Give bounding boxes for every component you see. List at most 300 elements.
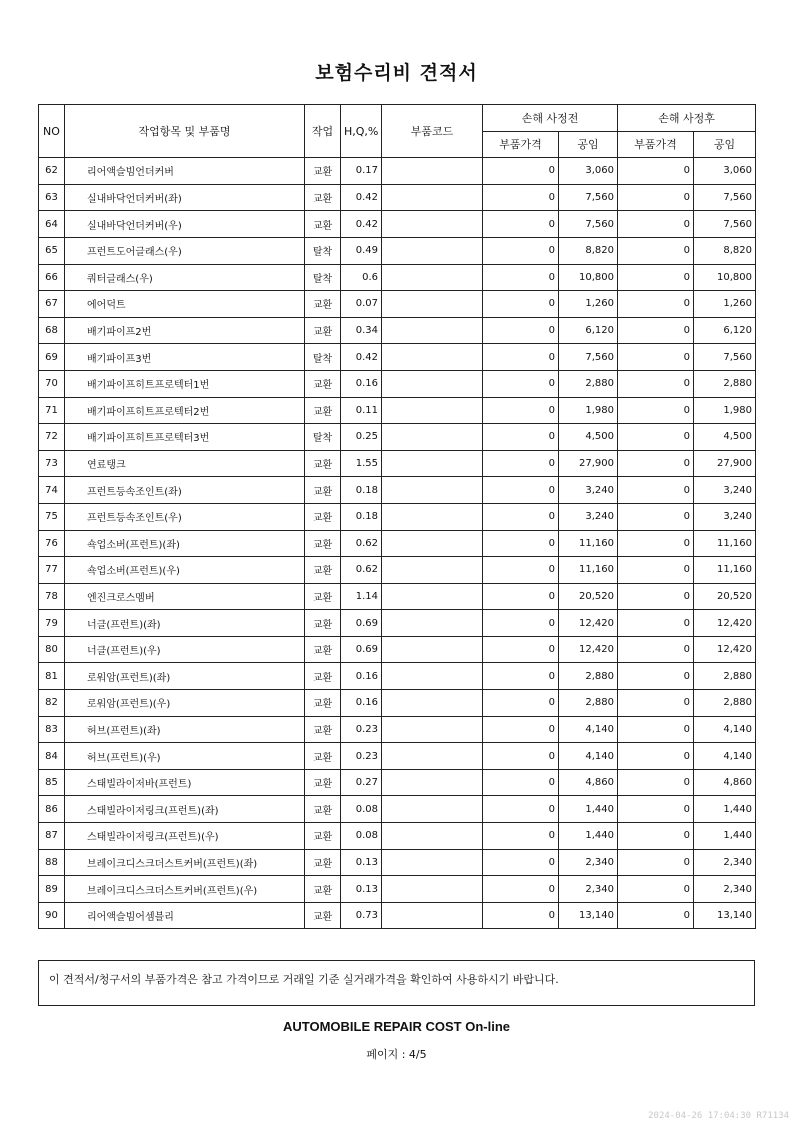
row-hq: 0.62: [341, 530, 382, 557]
row-no: 90: [39, 902, 65, 929]
row-part-code: [382, 849, 483, 876]
row-no: 67: [39, 291, 65, 318]
row-part-code: [382, 636, 483, 663]
header-hq: H,Q,%: [341, 105, 382, 158]
row-part-price-before: 0: [483, 769, 559, 796]
row-part-price-before: 0: [483, 743, 559, 770]
row-hq: 0.13: [341, 876, 382, 903]
row-labor-before: 2,340: [559, 876, 618, 903]
row-labor-after: 7,560: [694, 184, 756, 211]
row-part-price-before: 0: [483, 663, 559, 690]
row-hq: 0.08: [341, 823, 382, 850]
table-row: [39, 211, 756, 238]
row-part-code: [382, 450, 483, 477]
row-labor-after: 1,440: [694, 796, 756, 823]
row-part-price-before: 0: [483, 211, 559, 238]
table-row: [39, 397, 756, 424]
table-row: [39, 291, 756, 318]
row-labor-before: 12,420: [559, 636, 618, 663]
row-part-price-after: 0: [618, 663, 694, 690]
row-part-price-after: 0: [618, 849, 694, 876]
table-row: [39, 902, 756, 929]
header-part-price-before: 부품가격: [483, 131, 559, 158]
row-part-price-after: 0: [618, 796, 694, 823]
row-labor-after: 1,980: [694, 397, 756, 424]
row-item-name: 실내바닥언더커버(우): [65, 211, 305, 238]
row-labor-after: 6,120: [694, 317, 756, 344]
row-part-price-before: 0: [483, 849, 559, 876]
row-part-price-before: 0: [483, 902, 559, 929]
notice-box: [38, 960, 755, 1006]
row-hq: 0.16: [341, 690, 382, 717]
row-no: 80: [39, 636, 65, 663]
row-hq: 0.11: [341, 397, 382, 424]
row-part-price-before: 0: [483, 716, 559, 743]
row-work: 교환: [305, 291, 341, 318]
row-labor-after: 4,140: [694, 743, 756, 770]
row-work: 교환: [305, 370, 341, 397]
row-labor-after: 27,900: [694, 450, 756, 477]
row-part-price-after: 0: [618, 503, 694, 530]
row-part-price-after: 0: [618, 690, 694, 717]
row-labor-after: 7,560: [694, 344, 756, 371]
row-labor-before: 3,240: [559, 477, 618, 504]
header-before: 손해 사정전: [483, 105, 618, 132]
row-item-name: 배기파이프히트프로텍터2번: [65, 397, 305, 424]
row-no: 63: [39, 184, 65, 211]
row-part-code: [382, 158, 483, 185]
row-hq: 0.42: [341, 344, 382, 371]
row-labor-before: 4,860: [559, 769, 618, 796]
page-number: 페이지 : 4/5: [366, 1048, 427, 1061]
row-work: 교환: [305, 477, 341, 504]
row-work: 탈착: [305, 264, 341, 291]
row-work: 교환: [305, 796, 341, 823]
row-work: 교환: [305, 503, 341, 530]
row-work: 교환: [305, 397, 341, 424]
row-hq: 0.73: [341, 902, 382, 929]
row-labor-before: 7,560: [559, 184, 618, 211]
row-part-price-after: 0: [618, 557, 694, 584]
table-row: [39, 876, 756, 903]
row-work: 교환: [305, 716, 341, 743]
row-labor-before: 2,880: [559, 690, 618, 717]
row-part-price-after: 0: [618, 397, 694, 424]
row-part-price-before: 0: [483, 823, 559, 850]
row-item-name: 프런트도어글래스(우): [65, 237, 305, 264]
row-no: 69: [39, 344, 65, 371]
row-part-price-after: 0: [618, 370, 694, 397]
row-part-code: [382, 557, 483, 584]
row-labor-after: 13,140: [694, 902, 756, 929]
row-item-name: 로워암(프런트)(우): [65, 690, 305, 717]
row-item-name: 스태빌라이저바(프런트): [65, 769, 305, 796]
row-labor-before: 13,140: [559, 902, 618, 929]
row-hq: 0.18: [341, 477, 382, 504]
row-part-code: [382, 211, 483, 238]
row-labor-before: 12,420: [559, 610, 618, 637]
row-labor-after: 11,160: [694, 530, 756, 557]
row-work: 교환: [305, 450, 341, 477]
row-no: 89: [39, 876, 65, 903]
row-labor-before: 3,240: [559, 503, 618, 530]
row-labor-before: 20,520: [559, 583, 618, 610]
row-hq: 0.49: [341, 237, 382, 264]
row-work: 교환: [305, 663, 341, 690]
row-labor-after: 2,880: [694, 370, 756, 397]
header-part-price-after: 부품가격: [618, 131, 694, 158]
row-part-price-before: 0: [483, 450, 559, 477]
row-work: 교환: [305, 184, 341, 211]
table-row: [39, 264, 756, 291]
row-no: 66: [39, 264, 65, 291]
row-part-price-before: 0: [483, 184, 559, 211]
row-item-name: 실내바닥언더커버(좌): [65, 184, 305, 211]
row-no: 86: [39, 796, 65, 823]
row-part-price-before: 0: [483, 636, 559, 663]
row-item-name: 리어액슬빔어셈블리: [65, 902, 305, 929]
row-work: 교환: [305, 530, 341, 557]
row-part-price-before: 0: [483, 503, 559, 530]
header-labor-before: 공임: [559, 131, 618, 158]
row-labor-before: 7,560: [559, 344, 618, 371]
table-row: [39, 557, 756, 584]
row-labor-after: 8,820: [694, 237, 756, 264]
row-no: 82: [39, 690, 65, 717]
row-labor-after: 1,440: [694, 823, 756, 850]
row-part-code: [382, 796, 483, 823]
row-part-code: [382, 424, 483, 451]
row-part-price-before: 0: [483, 583, 559, 610]
row-item-name: 쇽업소버(프런트)(좌): [65, 530, 305, 557]
row-labor-after: 4,860: [694, 769, 756, 796]
row-work: 교환: [305, 158, 341, 185]
row-no: 78: [39, 583, 65, 610]
row-labor-after: 3,060: [694, 158, 756, 185]
table-row: [39, 344, 756, 371]
row-hq: 1.55: [341, 450, 382, 477]
row-work: 교환: [305, 769, 341, 796]
row-labor-after: 7,560: [694, 211, 756, 238]
table-row: [39, 237, 756, 264]
row-item-name: 스태빌라이저링크(프런트)(우): [65, 823, 305, 850]
table-row: [39, 769, 756, 796]
row-labor-before: 6,120: [559, 317, 618, 344]
row-item-name: 연료탱크: [65, 450, 305, 477]
row-part-price-before: 0: [483, 690, 559, 717]
table-row: [39, 849, 756, 876]
row-labor-before: 11,160: [559, 557, 618, 584]
row-part-code: [382, 769, 483, 796]
row-labor-before: 2,880: [559, 370, 618, 397]
table-row: [39, 450, 756, 477]
row-item-name: 프런트등속조인트(좌): [65, 477, 305, 504]
row-labor-before: 7,560: [559, 211, 618, 238]
row-hq: 0.13: [341, 849, 382, 876]
table-row: [39, 690, 756, 717]
row-labor-after: 12,420: [694, 610, 756, 637]
row-labor-before: 4,140: [559, 716, 618, 743]
row-item-name: 배기파이프3번: [65, 344, 305, 371]
row-item-name: 허브(프런트)(좌): [65, 716, 305, 743]
row-no: 85: [39, 769, 65, 796]
row-labor-before: 1,980: [559, 397, 618, 424]
row-labor-after: 3,240: [694, 503, 756, 530]
row-part-code: [382, 344, 483, 371]
row-no: 71: [39, 397, 65, 424]
row-labor-before: 1,260: [559, 291, 618, 318]
row-labor-before: 3,060: [559, 158, 618, 185]
row-part-code: [382, 264, 483, 291]
row-labor-after: 3,240: [694, 477, 756, 504]
row-part-code: [382, 743, 483, 770]
row-item-name: 엔진크로스멤버: [65, 583, 305, 610]
row-hq: 0.16: [341, 663, 382, 690]
row-part-code: [382, 530, 483, 557]
row-part-price-before: 0: [483, 397, 559, 424]
row-labor-after: 4,500: [694, 424, 756, 451]
row-no: 73: [39, 450, 65, 477]
row-part-code: [382, 716, 483, 743]
row-hq: 0.23: [341, 743, 382, 770]
row-part-price-before: 0: [483, 796, 559, 823]
row-part-price-before: 0: [483, 477, 559, 504]
row-work: 탈착: [305, 237, 341, 264]
row-labor-after: 10,800: [694, 264, 756, 291]
table-row: [39, 610, 756, 637]
row-no: 68: [39, 317, 65, 344]
row-no: 77: [39, 557, 65, 584]
row-part-code: [382, 237, 483, 264]
row-no: 74: [39, 477, 65, 504]
row-part-code: [382, 291, 483, 318]
row-hq: 0.23: [341, 716, 382, 743]
row-part-price-after: 0: [618, 450, 694, 477]
row-part-code: [382, 583, 483, 610]
row-hq: 0.69: [341, 610, 382, 637]
row-part-code: [382, 823, 483, 850]
row-item-name: 브레이크디스크더스트커버(프런트)(우): [65, 876, 305, 903]
row-hq: 0.17: [341, 158, 382, 185]
row-part-price-after: 0: [618, 530, 694, 557]
row-part-code: [382, 317, 483, 344]
row-part-price-before: 0: [483, 424, 559, 451]
row-labor-after: 11,160: [694, 557, 756, 584]
table-row: [39, 636, 756, 663]
row-no: 70: [39, 370, 65, 397]
row-item-name: 브레이크디스크더스트커버(프런트)(좌): [65, 849, 305, 876]
row-part-price-after: 0: [618, 184, 694, 211]
row-item-name: 로워암(프런트)(좌): [65, 663, 305, 690]
row-item-name: 쇽업소버(프런트)(우): [65, 557, 305, 584]
row-part-code: [382, 184, 483, 211]
row-part-price-before: 0: [483, 610, 559, 637]
row-work: 교환: [305, 317, 341, 344]
row-work: 교환: [305, 743, 341, 770]
row-part-price-before: 0: [483, 291, 559, 318]
row-part-price-before: 0: [483, 344, 559, 371]
row-hq: 0.16: [341, 370, 382, 397]
row-hq: 0.42: [341, 184, 382, 211]
row-work: 교환: [305, 583, 341, 610]
row-part-price-after: 0: [618, 317, 694, 344]
row-no: 75: [39, 503, 65, 530]
row-part-code: [382, 397, 483, 424]
row-work: 교환: [305, 636, 341, 663]
row-labor-before: 1,440: [559, 823, 618, 850]
row-part-code: [382, 876, 483, 903]
row-labor-before: 4,500: [559, 424, 618, 451]
row-item-name: 쿼터글래스(우): [65, 264, 305, 291]
row-no: 64: [39, 211, 65, 238]
row-part-price-after: 0: [618, 823, 694, 850]
table-row: [39, 424, 756, 451]
row-labor-before: 27,900: [559, 450, 618, 477]
row-part-price-before: 0: [483, 876, 559, 903]
row-no: 84: [39, 743, 65, 770]
row-part-price-after: 0: [618, 158, 694, 185]
row-part-price-after: 0: [618, 344, 694, 371]
header-after: 손해 사정후: [618, 105, 756, 132]
row-part-price-after: 0: [618, 477, 694, 504]
row-no: 83: [39, 716, 65, 743]
row-labor-after: 2,340: [694, 876, 756, 903]
row-labor-after: 2,880: [694, 690, 756, 717]
row-labor-before: 4,140: [559, 743, 618, 770]
row-hq: 0.18: [341, 503, 382, 530]
row-no: 87: [39, 823, 65, 850]
row-no: 79: [39, 610, 65, 637]
header-work: 작업: [305, 105, 341, 158]
row-work: 교환: [305, 876, 341, 903]
table-row: [39, 716, 756, 743]
row-work: 교환: [305, 211, 341, 238]
table-row: [39, 663, 756, 690]
row-labor-before: 1,440: [559, 796, 618, 823]
header-item: 작업항목 및 부품명: [65, 105, 305, 158]
row-hq: 0.08: [341, 796, 382, 823]
row-no: 62: [39, 158, 65, 185]
row-item-name: 배기파이프2번: [65, 317, 305, 344]
row-part-code: [382, 370, 483, 397]
row-hq: 0.6: [341, 264, 382, 291]
estimate-table: [38, 104, 756, 929]
row-item-name: 배기파이프히트프로텍터1번: [65, 370, 305, 397]
row-labor-after: 12,420: [694, 636, 756, 663]
row-work: 교환: [305, 610, 341, 637]
row-part-price-after: 0: [618, 211, 694, 238]
row-hq: 0.07: [341, 291, 382, 318]
row-part-price-after: 0: [618, 716, 694, 743]
table-body: [39, 158, 756, 929]
row-item-name: 허브(프런트)(우): [65, 743, 305, 770]
row-part-price-before: 0: [483, 530, 559, 557]
row-part-price-after: 0: [618, 902, 694, 929]
row-labor-after: 2,340: [694, 849, 756, 876]
header-row-1: [39, 105, 756, 132]
table-row: [39, 317, 756, 344]
row-part-price-after: 0: [618, 264, 694, 291]
row-labor-after: 1,260: [694, 291, 756, 318]
row-hq: 0.62: [341, 557, 382, 584]
row-no: 88: [39, 849, 65, 876]
row-part-price-before: 0: [483, 317, 559, 344]
row-work: 교환: [305, 690, 341, 717]
table-row: [39, 530, 756, 557]
row-item-name: 리어액슬빔언더커버: [65, 158, 305, 185]
row-part-price-after: 0: [618, 876, 694, 903]
row-no: 65: [39, 237, 65, 264]
row-part-code: [382, 902, 483, 929]
row-work: 탈착: [305, 344, 341, 371]
row-hq: 1.14: [341, 583, 382, 610]
row-part-price-after: 0: [618, 610, 694, 637]
header-code: 부품코드: [382, 105, 483, 158]
row-hq: 0.42: [341, 211, 382, 238]
row-work: 교환: [305, 902, 341, 929]
row-labor-before: 8,820: [559, 237, 618, 264]
header-no: NO: [39, 105, 65, 158]
row-part-price-before: 0: [483, 264, 559, 291]
row-part-price-after: 0: [618, 743, 694, 770]
row-part-price-before: 0: [483, 557, 559, 584]
print-timestamp: 2024-04-26 17:04:30 R71134: [648, 1111, 789, 1121]
row-item-name: 프런트등속조인트(우): [65, 503, 305, 530]
row-part-price-before: 0: [483, 370, 559, 397]
row-part-price-after: 0: [618, 769, 694, 796]
row-hq: 0.34: [341, 317, 382, 344]
row-item-name: 너클(프런트)(좌): [65, 610, 305, 637]
row-labor-before: 10,800: [559, 264, 618, 291]
row-labor-after: 20,520: [694, 583, 756, 610]
table-row: [39, 743, 756, 770]
row-no: 81: [39, 663, 65, 690]
row-hq: 0.69: [341, 636, 382, 663]
header-labor-after: 공임: [694, 131, 756, 158]
row-no: 72: [39, 424, 65, 451]
row-part-code: [382, 663, 483, 690]
row-work: 교환: [305, 557, 341, 584]
table-row: [39, 158, 756, 185]
row-part-price-after: 0: [618, 424, 694, 451]
row-part-price-after: 0: [618, 291, 694, 318]
table-row: [39, 477, 756, 504]
footer-title: AUTOMOBILE REPAIR COST On-line: [282, 1019, 511, 1034]
row-part-code: [382, 477, 483, 504]
row-item-name: 배기파이프히트프로텍터3번: [65, 424, 305, 451]
table-row: [39, 503, 756, 530]
row-labor-before: 11,160: [559, 530, 618, 557]
row-labor-after: 4,140: [694, 716, 756, 743]
row-part-code: [382, 503, 483, 530]
row-work: 교환: [305, 823, 341, 850]
row-item-name: 스태빌라이저링크(프런트)(좌): [65, 796, 305, 823]
row-part-price-after: 0: [618, 636, 694, 663]
row-part-price-before: 0: [483, 237, 559, 264]
row-hq: 0.27: [341, 769, 382, 796]
table-row: [39, 823, 756, 850]
row-part-code: [382, 690, 483, 717]
row-part-code: [382, 610, 483, 637]
row-labor-after: 2,880: [694, 663, 756, 690]
row-part-price-after: 0: [618, 583, 694, 610]
row-work: 탈착: [305, 424, 341, 451]
row-no: 76: [39, 530, 65, 557]
row-work: 교환: [305, 849, 341, 876]
row-labor-before: 2,880: [559, 663, 618, 690]
row-labor-before: 2,340: [559, 849, 618, 876]
row-hq: 0.25: [341, 424, 382, 451]
